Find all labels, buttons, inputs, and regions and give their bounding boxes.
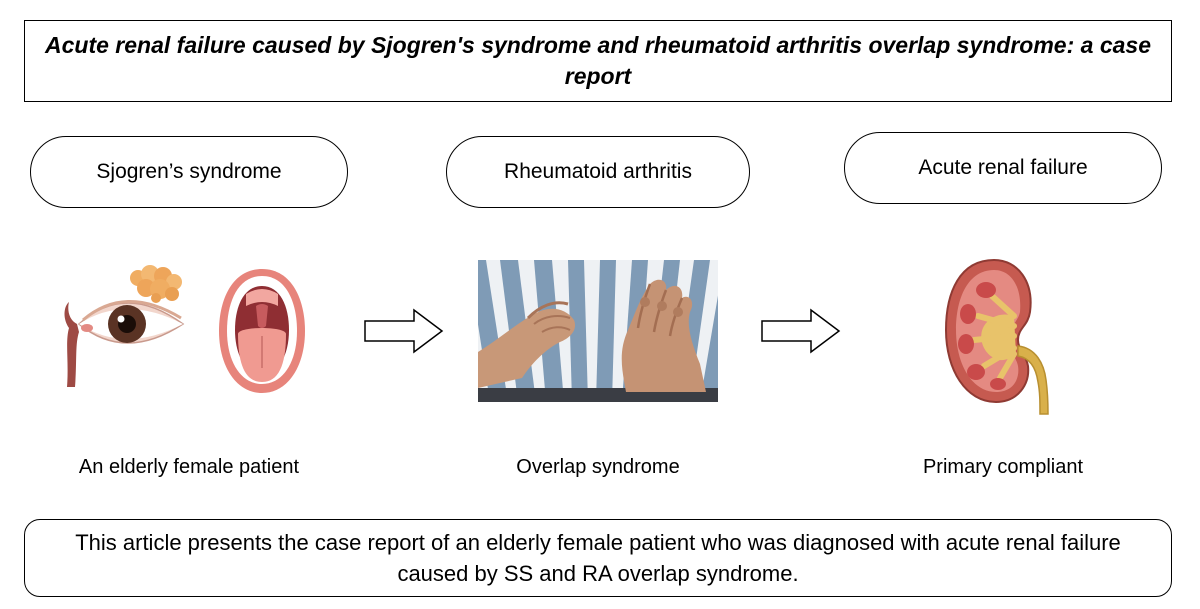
stage-pill-renal	[844, 132, 1162, 204]
diagram-title: Acute renal failure caused by Sjogren's syndrome and rheumatoid arthritis overlap syndrome: a case report	[45, 32, 1151, 89]
summary-box	[24, 519, 1172, 597]
stage-caption: An elderly female patient	[78, 456, 300, 478]
arrow-right-icon	[364, 308, 444, 354]
stage-caption: Primary compliant	[922, 456, 1084, 478]
summary-text: This article presents the case report of an elderly female patient who was diagnosed with acute renal failure caused by SS and RA overlap syndrome.	[75, 530, 1121, 586]
open-mouth-icon	[216, 266, 308, 396]
stage-label: Acute renal failure	[918, 156, 1088, 179]
stage-label: Sjogren’s syndrome	[96, 160, 282, 183]
stage-caption: Overlap syndrome	[516, 456, 680, 478]
kidney-icon	[944, 256, 1064, 414]
arrow-right-icon	[761, 308, 841, 354]
stage-label: Rheumatoid arthritis	[504, 160, 692, 183]
salivary-gland-icon	[128, 264, 186, 304]
stage-pill-rheumatoid	[446, 136, 750, 208]
arthritic-hands-photo	[478, 260, 718, 402]
title-box	[24, 20, 1172, 102]
stage-pill-sjogren	[30, 136, 348, 208]
